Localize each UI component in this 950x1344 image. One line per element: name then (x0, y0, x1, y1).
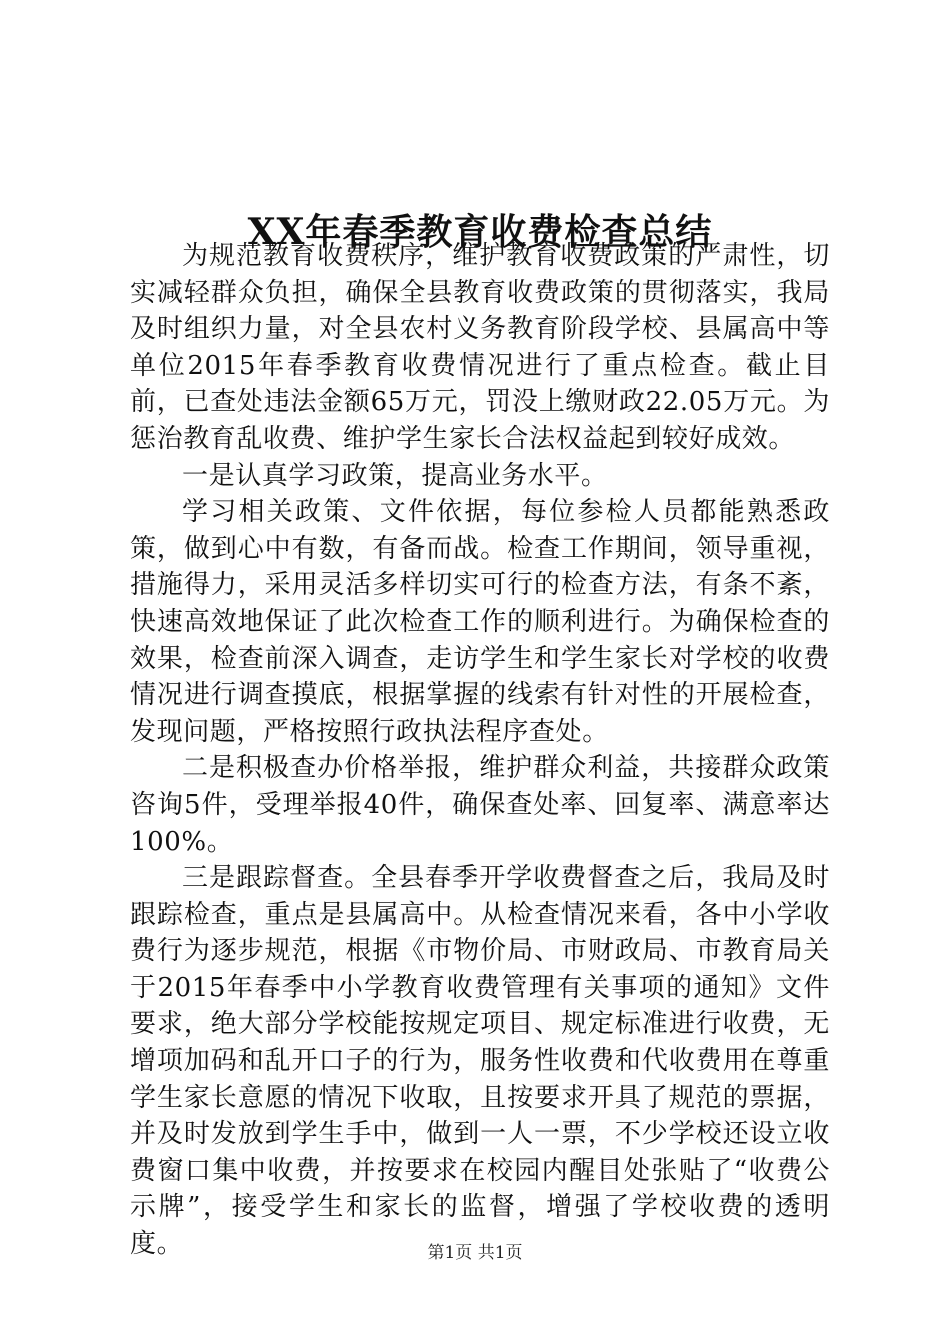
paragraph-point-one-detail: 学习相关政策、文件依据，每位参检人员都能熟悉政策，做到心中有数，有备而战。检查工作期间，领导重视，措施得力，采用灵活多样切实可行的检查方法，有条不紊，快速高效地保证了此次检查工作的顺利进行。为确保检查的效果，检查前深入调查，走访学生和学生家长对学校的收费情况进行调查摸底，根据掌握的线索有针对性的开展检查，发现问题，严格按照行政执法程序查处。 (130, 497, 830, 747)
page-footer: 第1页 共1页 (427, 1243, 523, 1263)
document-body (130, 238, 830, 1263)
paragraph-intro: 为规范教育收费秩序，维护教育收费政策的严肃性，切实减轻群众负担，确保全县教育收费政策的贯彻落实，我局及时组织力量，对全县农村义务教育阶段学校、县属高中等单位2015年春季教育收费情况进行了重点检查。截止目前，已查处违法金额65万元，罚没上缴财政22.05万元。为惩治教育乱收费、维护学生家长合法权益起到较好成效。 (130, 241, 830, 454)
paragraph-point-three: 三是跟踪督查。全县春季开学收费督查之后，我局及时跟踪检查，重点是县属高中。从检查情况来看，各中小学收费行为逐步规范，根据《市物价局、市财政局、市教育局关于2015年春季中小学教育收费管理有关事项的通知》文件要求，绝大部分学校能按规定项目、规定标准进行收费，无增项加码和乱开口子的行为，服务性收费和代收费用在尊重学生家长意愿的情况下收取，且按要求开具了规范的票据，并及时发放到学生手中，做到一人一票，不少学校还设立收费窗口集中收费，并按要求在校园内醒目处张贴了“收费公示牌”，接受学生和家长的监督，增强了学校收费的透明度。 (130, 863, 830, 1260)
paragraph-point-one: 一是认真学习政策，提高业务水平。 (182, 460, 608, 491)
document-title: XX年春季教育收费检查总结 (247, 211, 713, 254)
paragraph-point-two: 二是积极查办价格举报，维护群众利益，共接群众政策咨询5件，受理举报40件，确保查处率、回复率、满意率达100%。 (130, 753, 830, 857)
